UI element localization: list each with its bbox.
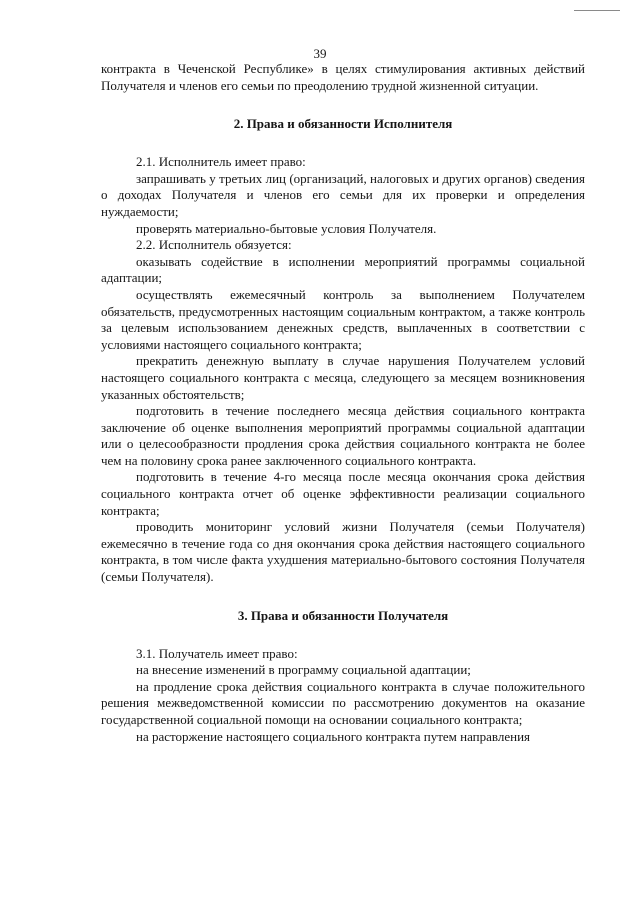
paragraph: проверять материально-бытовые условия Получателя.	[136, 220, 437, 236]
page-number: 39	[313, 46, 327, 61]
paragraph: на продление срока действия социального контракта в случае положительного решения межведомственной комиссии по рассмотрению документов на оказание государственной социальной помощи на основании социального контракта;	[101, 678, 585, 727]
paragraph: 2.1. Исполнитель имеет право:	[136, 154, 306, 170]
paragraph: подготовить в течение 4-го месяца после месяца окончания срока действия социального контракта отчет об оценке эффективности реализации социального контракта;	[101, 469, 585, 518]
paragraph: 2.2. Исполнитель обязуется:	[136, 237, 292, 253]
paragraph: 3.1. Получатель имеет право:	[136, 645, 298, 661]
paragraph: оказывать содействие в исполнении мероприятий программы социальной адаптации;	[101, 253, 585, 286]
paragraph: проводить мониторинг условий жизни Получателя (семьи Получателя) ежемесячно в течение года со дня окончания срока действия настоящего социального контракта, в том числе факта ухудшения материально-бытового состояния Получателя (семьи Получателя).	[101, 519, 585, 585]
paragraph: на расторжение настоящего социального контракта путем направления	[136, 728, 531, 744]
section-heading: 3. Права и обязанности Получателя	[237, 607, 449, 623]
paragraph: прекратить денежную выплату в случае нарушения Получателем условий настоящего социального контракта с месяца, следующего за месяцем возникновения указанных обстоятельств;	[101, 353, 585, 402]
top-right-rule	[574, 10, 620, 11]
section-heading: 2. Права и обязанности Исполнителя	[233, 116, 453, 132]
paragraph: осуществлять ежемесячный контроль за выполнением Получателем обязательств, предусмотренных настоящим социальным контрактом, а также контроль за целевым использованием денежных средств, выплаченных в соответствии с условиями настоящего социального контракта;	[101, 286, 585, 352]
paragraph: подготовить в течение последнего месяца действия социального контракта заключение об оценке выполнения мероприятий программы социальной адаптации или о целесообразности продления срока действия социального контракта не более чем на половину срока ранее заключенного социального контракта.	[101, 403, 585, 468]
paragraph: на внесение изменений в программу социальной адаптации;	[136, 662, 471, 678]
paragraph: контракта в Чеченской Республике» в целях стимулирования активных действий Получателя и членов его семьи по преодолению трудной жизненной ситуации.	[101, 61, 585, 93]
document-body	[101, 61, 585, 745]
paragraph: запрашивать у третьих лиц (организаций, налоговых и других органов) сведения о доходах Получателя и членов его семьи для их проверки и определения нуждаемости;	[101, 170, 585, 219]
